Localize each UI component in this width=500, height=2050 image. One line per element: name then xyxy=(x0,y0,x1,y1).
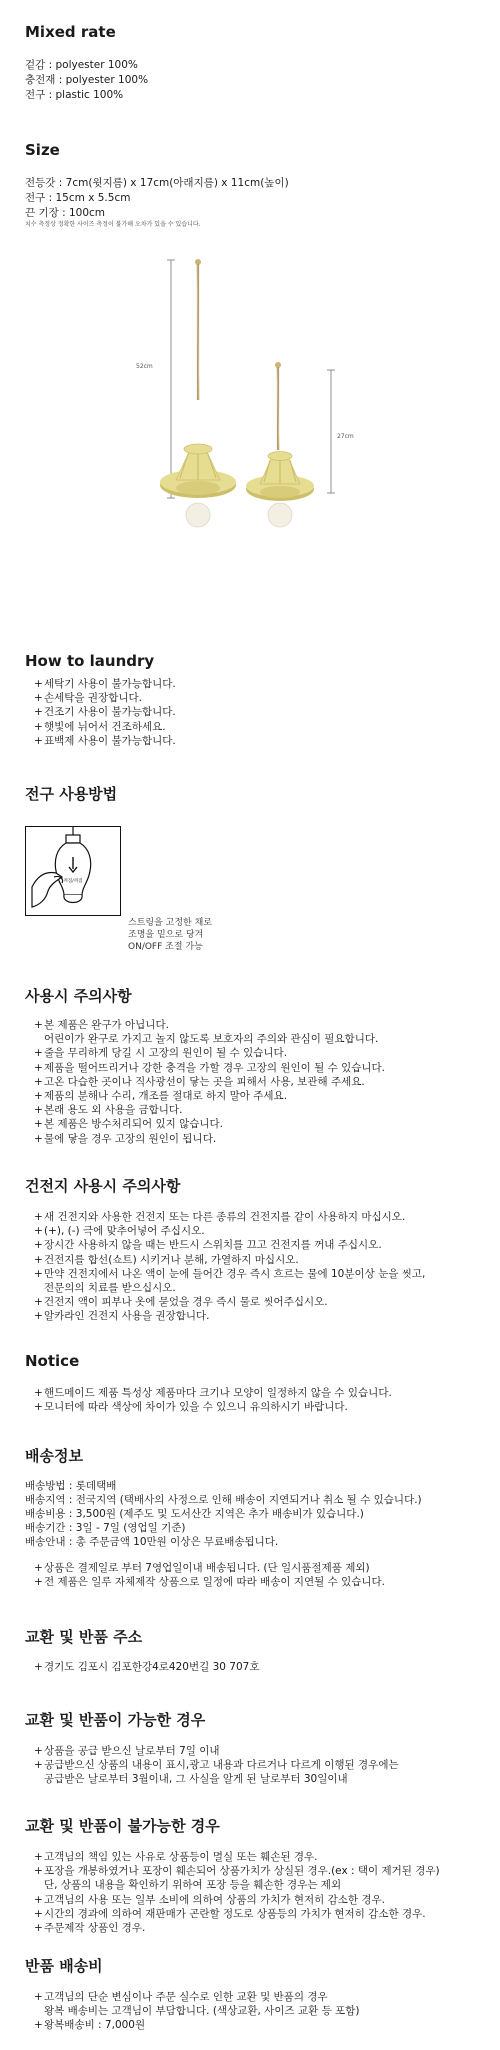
list-item: +시간의 경과에 의하여 재판매가 곤란할 정도로 상품등의 가치가 현저히 감소한 경우. xyxy=(34,1907,426,1920)
return-fee-title: 반품 배송비 xyxy=(25,1957,103,1975)
list-item: +햇빛에 뉘어서 건조하세요. xyxy=(34,720,166,733)
list-item: +건전지 액이 피부나 옷에 묻었을 경우 즉시 물로 씻어주십시오. xyxy=(34,1296,328,1309)
list-item-continuation: 왕복 배송비는 고객님이 부담합니다. (색상교환, 사이즈 교환 등 포함) xyxy=(44,2005,360,2018)
list-item: +상품은 결제일로 부터 7영업일이내 배송됩니다. (단 일시품절제품 제외) xyxy=(34,1562,370,1574)
dimension-label-left: 52cm xyxy=(136,363,153,370)
bulb-switch-label: 켜짐/꺼짐 xyxy=(63,879,83,884)
list-item: +세탁기 사용이 불가능합니다. xyxy=(34,678,176,690)
list-item: +공급받으신 상품의 내용이 표시,광고 내용과 다르거나 다르게 이행된 경우에는 xyxy=(34,1759,399,1772)
return-address-list xyxy=(34,1660,259,1674)
list-item: +제품의 분해나 수리, 개조를 절대로 하지 말아 주세요. xyxy=(34,1090,288,1103)
size-title: Size xyxy=(25,141,60,159)
material-shell: 겉감 : polyester 100% xyxy=(25,59,138,71)
list-item: +줄을 무리하게 당길 시 고장의 원인이 될 수 있습니다. xyxy=(34,1047,288,1060)
product-lamp-image xyxy=(130,250,380,630)
list-item-continuation: 어린이가 완구로 가지고 놀지 않도록 보호자의 주의와 관심이 필요합니다. xyxy=(44,1033,379,1046)
bulb-usage-title: 전구 사용방법 xyxy=(25,785,118,803)
lamp-right xyxy=(246,362,314,527)
bulb-usage-illustration xyxy=(25,826,121,916)
list-item: +왕복배송비 : 7,000원 xyxy=(34,2019,146,2032)
dimension-line-right xyxy=(327,370,354,493)
size-string: 끈 기장 : 100cm xyxy=(25,207,106,219)
return-address-title: 교환 및 반품 주소 xyxy=(25,1628,143,1646)
list-item: +고온 다습한 곳이나 직사광선이 닿는 곳을 피해서 사용, 보관해 주세요. xyxy=(34,1075,365,1088)
shipping-method: 배송방법 : 롯데택배 xyxy=(25,1480,117,1492)
mixed-rate-title: Mixed rate xyxy=(25,23,116,41)
list-item: +만약 건전지에서 나온 액이 눈에 들어간 경우 즉시 흐르는 물에 10분이상 눈을 씻고, xyxy=(34,1267,426,1280)
shipping-title: 배송정보 xyxy=(25,1447,83,1465)
list-item: +장시간 사용하지 않을 때는 반드시 스위치를 끄고 건전지를 꺼내 주십시오. xyxy=(34,1239,382,1252)
return-possible-list xyxy=(34,1744,399,1787)
list-item: +핸드메이드 제품 특성상 제품마다 크기나 모양이 일정하지 않을 수 있습니다. xyxy=(34,1387,392,1399)
list-item-continuation: 전문의의 치료를 받으십시오. xyxy=(44,1282,176,1295)
battery-title: 건전지 사용시 주의사항 xyxy=(25,1177,181,1195)
list-item: +새 건전지와 사용한 건전지 또는 다른 종류의 건전지를 같이 사용하지 마십시오. xyxy=(34,1211,406,1223)
dimension-line-left xyxy=(136,260,175,498)
list-item: +고객님의 책임 있는 사유로 상품등이 멸실 또는 훼손된 경우. xyxy=(34,1851,318,1863)
shipping-notes xyxy=(34,1561,385,1589)
list-item: +주문제작 상품인 경우. xyxy=(34,1922,146,1935)
return-impossible-list xyxy=(34,1850,440,1935)
caution-title: 사용시 주의사항 xyxy=(25,987,132,1005)
notice-title: Notice xyxy=(25,1352,80,1370)
list-item: +건조기 사용이 불가능합니다. xyxy=(34,706,176,719)
dimension-label-right: 27cm xyxy=(337,433,354,440)
list-item: +전 제품은 일루 자체제작 상품으로 일정에 따라 배송이 지연될 수 있습니다. xyxy=(34,1576,386,1589)
return-impossible-title: 교환 및 반품이 불가능한 경우 xyxy=(25,1817,220,1835)
list-item: +알카라인 건전지 사용을 권장합니다. xyxy=(34,1310,210,1323)
list-item: +표백제 사용이 불가능합니다. xyxy=(34,734,176,747)
return-fee-list xyxy=(34,1990,359,2033)
list-item: +경기도 김포시 김포한강4로420번길 30 707호 xyxy=(34,1661,260,1673)
list-item: +상품을 공급 받으신 날로부터 7일 이내 xyxy=(34,1745,220,1757)
return-possible-title: 교환 및 반품이 가능한 경우 xyxy=(25,1711,206,1729)
list-item: +본래 용도 외 사용을 금합니다. xyxy=(34,1104,183,1117)
material-filling: 충전재 : polyester 100% xyxy=(25,74,149,86)
size-bulb: 전구 : 15cm x 5.5cm xyxy=(25,192,131,204)
shipping-cost: 배송비용 : 3,500원 (제주도 및 도서산간 지역은 추가 배송비가 있습니다.) xyxy=(25,1508,364,1520)
shipping-area: 배송지역 : 전국지역 (택배사의 사정으로 인해 배송이 지연되거나 취소 될 수 있습니다.) xyxy=(25,1494,422,1506)
list-item: +(+), (-) 극에 맞추어넣어 주십시오. xyxy=(34,1225,205,1238)
size-shade: 전등갓 : 7cm(윗지름) x 17cm(아래지름) x 11cm(높이) xyxy=(25,177,289,189)
list-item: +포장을 개봉하였거나 포장이 훼손되어 상품가치가 상실된 경우.(ex : 택이 제거된 경우) xyxy=(34,1865,440,1878)
list-item: +고객님의 단순 변심이나 주문 실수로 인한 교환 및 반품의 경우 xyxy=(34,1991,328,2003)
list-item: +고객님의 사용 또는 일부 소비에 의하여 상품의 가치가 현저히 감소한 경우. xyxy=(34,1893,386,1906)
list-item: +건전지를 합선(쇼트) 시키거나 분해, 가열하지 마십시오. xyxy=(34,1253,299,1266)
list-item: +본 제품은 완구가 아닙니다. xyxy=(34,1019,169,1031)
list-item: +손세탁을 권장합니다. xyxy=(34,692,142,705)
shipping-guide: 배송안내 : 총 주문금액 10만원 이상은 무료배송됩니다. xyxy=(25,1536,279,1548)
list-item: +제품을 떨어뜨리거나 강한 충격을 가할 경우 고장의 원인이 될 수 있습니다. xyxy=(34,1061,386,1074)
list-item: +모니터에 따라 색상에 차이가 있을 수 있으니 유의하시기 바랍니다. xyxy=(34,1401,348,1414)
bulb-usage-caption: 스트링을 고정한 채로 조명을 밑으로 당겨 ON/OFF 조절 가능 xyxy=(128,918,212,952)
laundry-list xyxy=(34,677,176,748)
bulb-hand-icon xyxy=(26,827,120,915)
list-item: +본 제품은 방수처리되어 있지 않습니다. xyxy=(34,1118,223,1131)
laundry-title: How to laundry xyxy=(25,652,155,670)
list-item: +물에 닿을 경우 고장의 원인이 됩니다. xyxy=(34,1132,217,1145)
list-item-continuation: 단, 상품의 내용을 확인하기 위하여 포장 등을 훼손한 경우는 제외 xyxy=(44,1879,342,1892)
list-item-continuation: 공급받은 날로부터 3월이내, 그 사실을 알게 된 날로부터 30일이내 xyxy=(44,1773,348,1786)
shipping-period: 배송기간 : 3일 - 7일 (영업일 기준) xyxy=(25,1522,186,1534)
caution-list xyxy=(34,1018,385,1146)
battery-list xyxy=(34,1210,425,1324)
material-bulb: 전구 : plastic 100% xyxy=(25,89,124,101)
notice-list xyxy=(34,1386,392,1414)
size-note: 치수 측정상 정확한 사이즈 측정이 불가해 오차가 있을 수 있습니다. xyxy=(25,221,201,228)
